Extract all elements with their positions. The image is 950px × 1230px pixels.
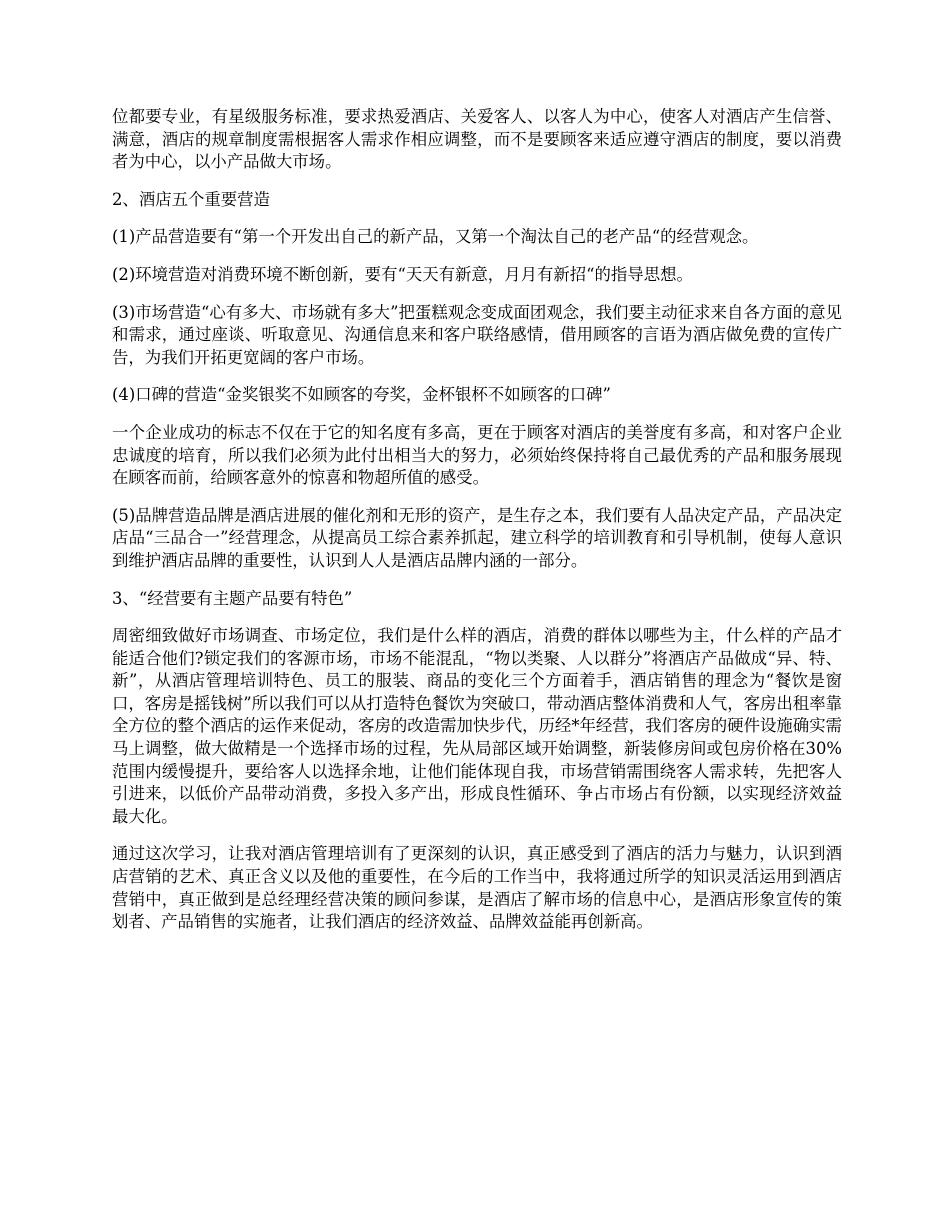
paragraph-brand-creation: (5)品牌营造品牌是酒店进展的催化剂和无形的资产，是生存之本，我们要有人品决定产品，产品决定店品“三品合一”经营理念，从提高员工综合素养抓起，建立科学的培训教育和引导机制，使每人意识到维护酒店品牌的重要性，认识到人人是酒店品牌内涵的一部分。 [112, 505, 842, 570]
section-heading-2: 2、酒店五个重要营造 [112, 189, 270, 209]
paragraph-market-research: 周密细致做好市场调查、市场定位，我们是什么样的酒店，消费的群体以哪些为主，什么样的产品才能适合他们?锁定我们的客源市场，市场不能混乱，“物以类聚、人以群分”将酒店产品做成“异、特、新”，从酒店管理培训特色、员工的服装、商品的变化三个方面着手，酒店销售的理念为“餐饮是窗口，客房是摇钱树”所以我们可以从打造特色餐饮为突破口，带动酒店整体消费和人气，客房出租率靠全方位的整个酒店的运作来促动，客房的改造需加快步代，历经*年经营，我们客房的硬件设施确实需马上调整，做大做精是一个选择市场的过程，先从局部区域开始调整，新装修房间或包房价格在30%范围内缓慢提升，要给客人以选择余地，让他们能体现自我，市场营销需围绕客人需求转，先把客人引进来，以低价产品带动消费，多投入多产出，形成良性循环、争占市场占有份额，以实现经济效益最大化。 [112, 626, 842, 826]
paragraph-conclusion: 通过这次学习，让我对酒店管理培训有了更深刻的认识，真正感受到了酒店的活力与魅力，认识到酒店营销的艺术、真正含义以及他的重要性，在今后的工作当中，我将通过所学的知识灵活运用到酒店营销中，真正做到是总经理经营决策的顾问参谋，是酒店了解市场的信息中心，是酒店形象宣传的策划者、产品销售的实施者，让我们酒店的经济效益、品牌效益能再创新高。 [112, 844, 842, 932]
paragraph-market-creation: (3)市场营造“心有多大、市场就有多大”把蛋糕观念变成面团观念，我们要主动征求来自各方面的意见和需求，通过座谈、听取意见、沟通信息来和客户联络感情，借用顾客的言语为酒店做免费的宣传广告，为我们开拓更宽阔的客户市场。 [112, 302, 842, 367]
section-heading-3: 3、“经营要有主题产品要有特色” [112, 588, 353, 608]
paragraph-enterprise-success: 一个企业成功的标志不仅在于它的知名度有多高，更在于顾客对酒店的美誉度有多高，和对客户企业忠诚度的培育，所以我们必须为此付出相当大的努力，必须始终保持将自己最优秀的产品和服务展现在顾客而前，给顾客意外的惊喜和物超所值的感受。 [112, 422, 842, 488]
paragraph-reputation-creation: (4)口碑的营造“金奖银奖不如顾客的夸奖，金杯银杯不如顾客的口碑” [112, 385, 611, 405]
paragraph-environment-creation: (2)环境营造对消费环境不断创新，要有“天天有新意，月月有新招“的指导思想。 [112, 264, 693, 284]
document-body [112, 106, 842, 949]
paragraph-product-creation: (1)产品营造要有“第一个开发出自己的新产品，又第一个淘汰自己的老产品“的经营观念。 [112, 227, 759, 247]
paragraph-intro-continuation: 位都要专业，有星级服务标准，要求热爱酒店、关爱客人、以客人为中心，使客人对酒店产生信誉、满意，酒店的规章制度需根据客人需求作相应调整，而不是要顾客来适应遵守酒店的制度，要以消费者为中心，以小产品做大市场。 [112, 107, 842, 172]
